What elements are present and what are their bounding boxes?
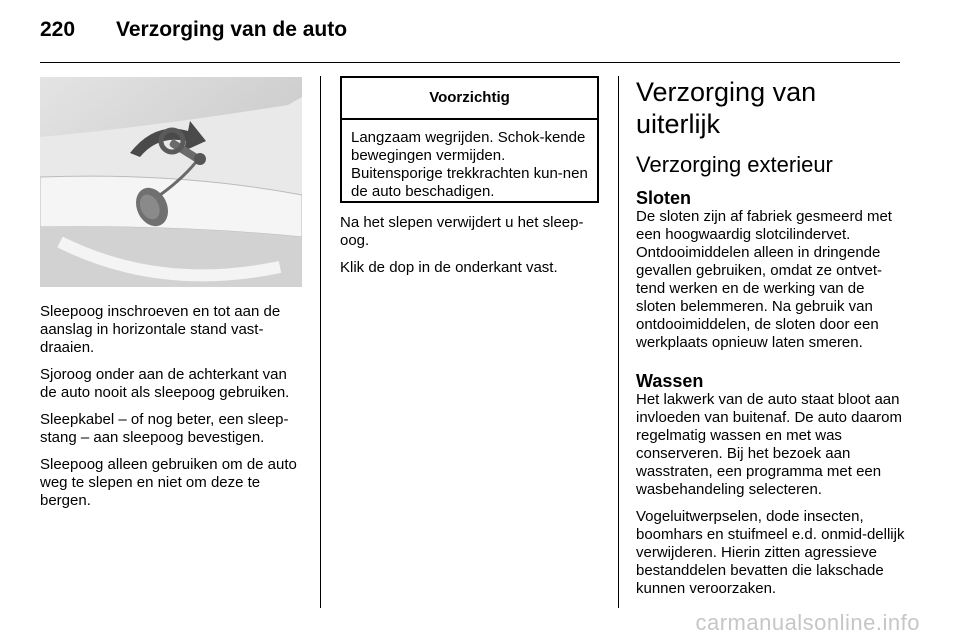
column-divider-right	[618, 76, 619, 608]
washing-text: Vogeluitwerpselen, dode insecten, boomhars en stuifmeel e.d. onmid-dellijk verwijderen. Hierin zitten agressieve bestanddelen bevatten die lakschade kunnen veroorzaken.	[636, 508, 905, 597]
section-heading: Verzorging van uiterlijk	[636, 77, 817, 139]
subsection-heading: Verzorging exterieur	[636, 152, 833, 177]
washing-heading: Wassen	[636, 371, 704, 391]
middle-column	[340, 214, 604, 286]
locks-text: De sloten zijn af fabriek gesmeerd met een hoogwaardig slotcilindervet. Ontdooimiddelen alleen in dringende gevallen gebruiken, omdat ze ontvet-tend werken en de werking van de sloten belemmeren. Na gebruik van ontdooimiddelen, de sloten door een werkplaats opnieuw laten smeren.	[636, 208, 892, 351]
watermark: carmanualsonline.info	[695, 610, 920, 635]
column-divider-left	[320, 76, 321, 608]
caution-title: Voorzichtig	[342, 78, 597, 120]
page-number: 220	[40, 18, 76, 41]
towing-eye-illustration	[40, 77, 302, 287]
page-title: Verzorging van de auto	[116, 18, 348, 41]
paragraph: Na het slepen verwijdert u het sleep-oog.	[340, 214, 584, 249]
caution-box	[340, 76, 599, 203]
header-rule	[40, 62, 900, 63]
left-column	[40, 303, 302, 519]
right-column	[636, 76, 906, 607]
towing-eye-icon	[40, 77, 302, 287]
page-header	[40, 18, 347, 42]
paragraph: Sleepoog inschroeven en tot aan de aanslag in horizontale stand vast-draaien.	[40, 303, 281, 356]
locks-heading: Sloten	[636, 188, 692, 208]
paragraph: Sleepoog alleen gebruiken om de auto weg te slepen en niet om deze te bergen.	[40, 456, 297, 509]
paragraph: Sleepkabel – of nog beter, een sleep-stang – aan sleepoog bevestigen.	[40, 411, 289, 446]
caution-text: Langzaam wegrijden. Schok-kende bewegingen vermijden. Buitensporige trekkrachten kun-nen de auto beschadigen.	[351, 129, 588, 200]
washing-text: Het lakwerk van de auto staat bloot aan invloeden van buitenaf. De auto daarom regelmatig wassen en met was conserveren. Bij het bezoek aan wasstraten, een programma met een wasbehandeling selecteren.	[636, 391, 903, 498]
paragraph: Sjoroog onder aan de achterkant van de auto nooit als sleepoog gebruiken.	[40, 366, 290, 401]
paragraph: Klik de dop in de onderkant vast.	[340, 259, 558, 276]
